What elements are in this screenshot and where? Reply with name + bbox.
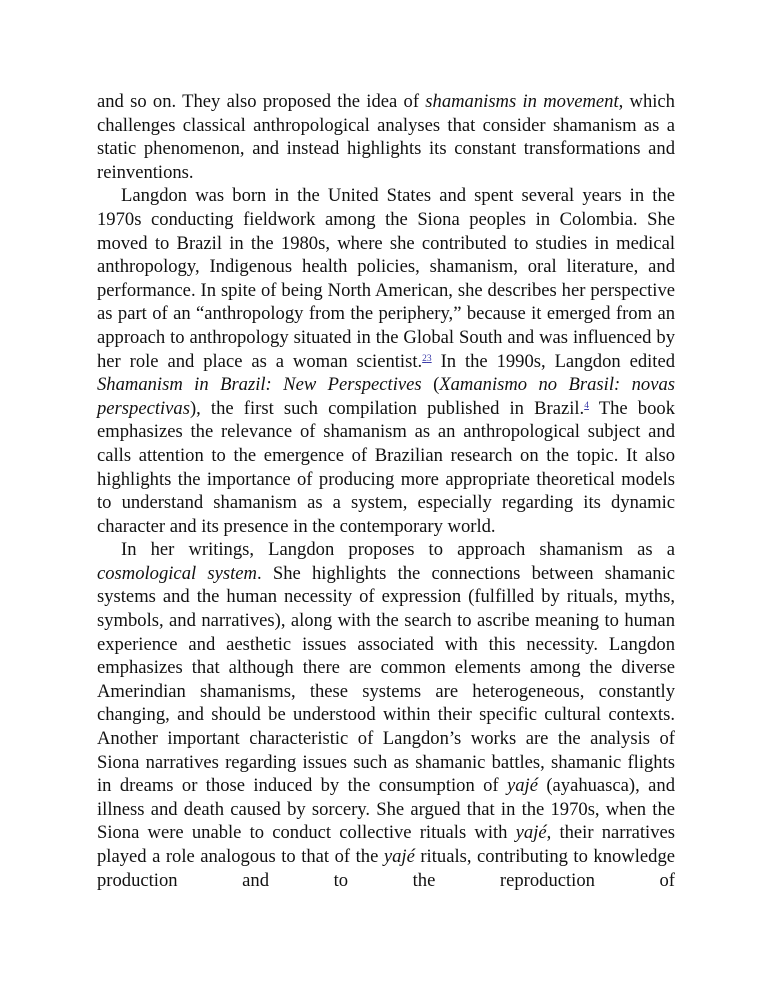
- footnote-link-4[interactable]: 4: [584, 400, 589, 411]
- body-text: Langdon was born in the United States and spent several years in the 1970s conducting fieldwork among the Siona peoples in Colombia. She moved to Brazil in the 1980s, where she contributed to studies in medical anthropology, Indigenous health policies, shamanism, oral literature, and performance. In spite of being North American, she describes her perspective as part of an “anthropology from the periphery,” because it emerged from an approach to anthropology situated in the Global South and was influenced by her role and place as a woman scientist.: [97, 185, 675, 372]
- paragraph-1: [97, 90, 675, 184]
- document-page: [97, 90, 675, 892]
- footnote-link-2[interactable]: 2: [422, 353, 427, 364]
- paragraph-3: [97, 538, 675, 892]
- body-text: In the 1990s, Langdon edited: [431, 350, 676, 372]
- body-text: The book emphasizes the relevance of shamanism as an anthropological subject and calls attention to the emergence of Brazilian research on the topic. It also highlights the importance of producing more appropriate theoretical models to understand shamanism as a system, especially regarding its dynamic character and its presence in the contemporary world.: [97, 397, 675, 537]
- body-text: and so on. They also proposed the idea of: [97, 91, 426, 112]
- footnote-link-3[interactable]: 3: [426, 353, 432, 364]
- italic-text: yajé: [515, 822, 547, 844]
- body-text: (ayahuasca), and illness and death caused by sorcery. She argued that in the 1970s, when the Siona were unable to conduct collective rituals with: [97, 775, 675, 844]
- italic-text: Shamanism in Brazil: New Perspectives: [97, 374, 422, 396]
- body-text: , which challenges classical anthropological analyses that consider shamanism as a static phenomenon, and instead highlights its constant transformations and reinventions.: [97, 91, 675, 183]
- body-text: In her writings, Langdon proposes to approach shamanism as a: [121, 539, 675, 561]
- body-text: ), the first such compilation published in Brazil.: [189, 397, 585, 419]
- italic-text: yajé: [383, 846, 415, 867]
- body-text: , their narratives played a role analogous to that of the: [97, 822, 676, 867]
- italic-text: cosmological system: [97, 562, 257, 584]
- italic-text: shamanisms in movement: [425, 91, 619, 112]
- body-text: . She highlights the connections between shamanic systems and the human necessity of expression (fulfilled by rituals, myths, symbols, and narratives), along with the search to ascribe meaning to human experience and aesthetic issues associated with this necessity. Langdon emphasizes that although there are common elements among the diverse Amerindian shamanisms, these systems are heterogeneous, constantly changing, and should be understood within their specific cultural contexts. Another important characteristic of Langdon’s works are the analysis of Siona narratives regarding issues such as shamanic battles, shamanic flights in dreams or those induced by the consumption of: [97, 562, 675, 797]
- body-text: rituals, contributing to knowledge production and to the reproduction of: [97, 846, 676, 891]
- paragraph-2: [97, 184, 675, 538]
- body-text: (: [421, 374, 440, 396]
- italic-text: Xamanismo no Brasil: novas perspectivas: [97, 374, 676, 419]
- italic-text: yajé: [507, 775, 538, 797]
